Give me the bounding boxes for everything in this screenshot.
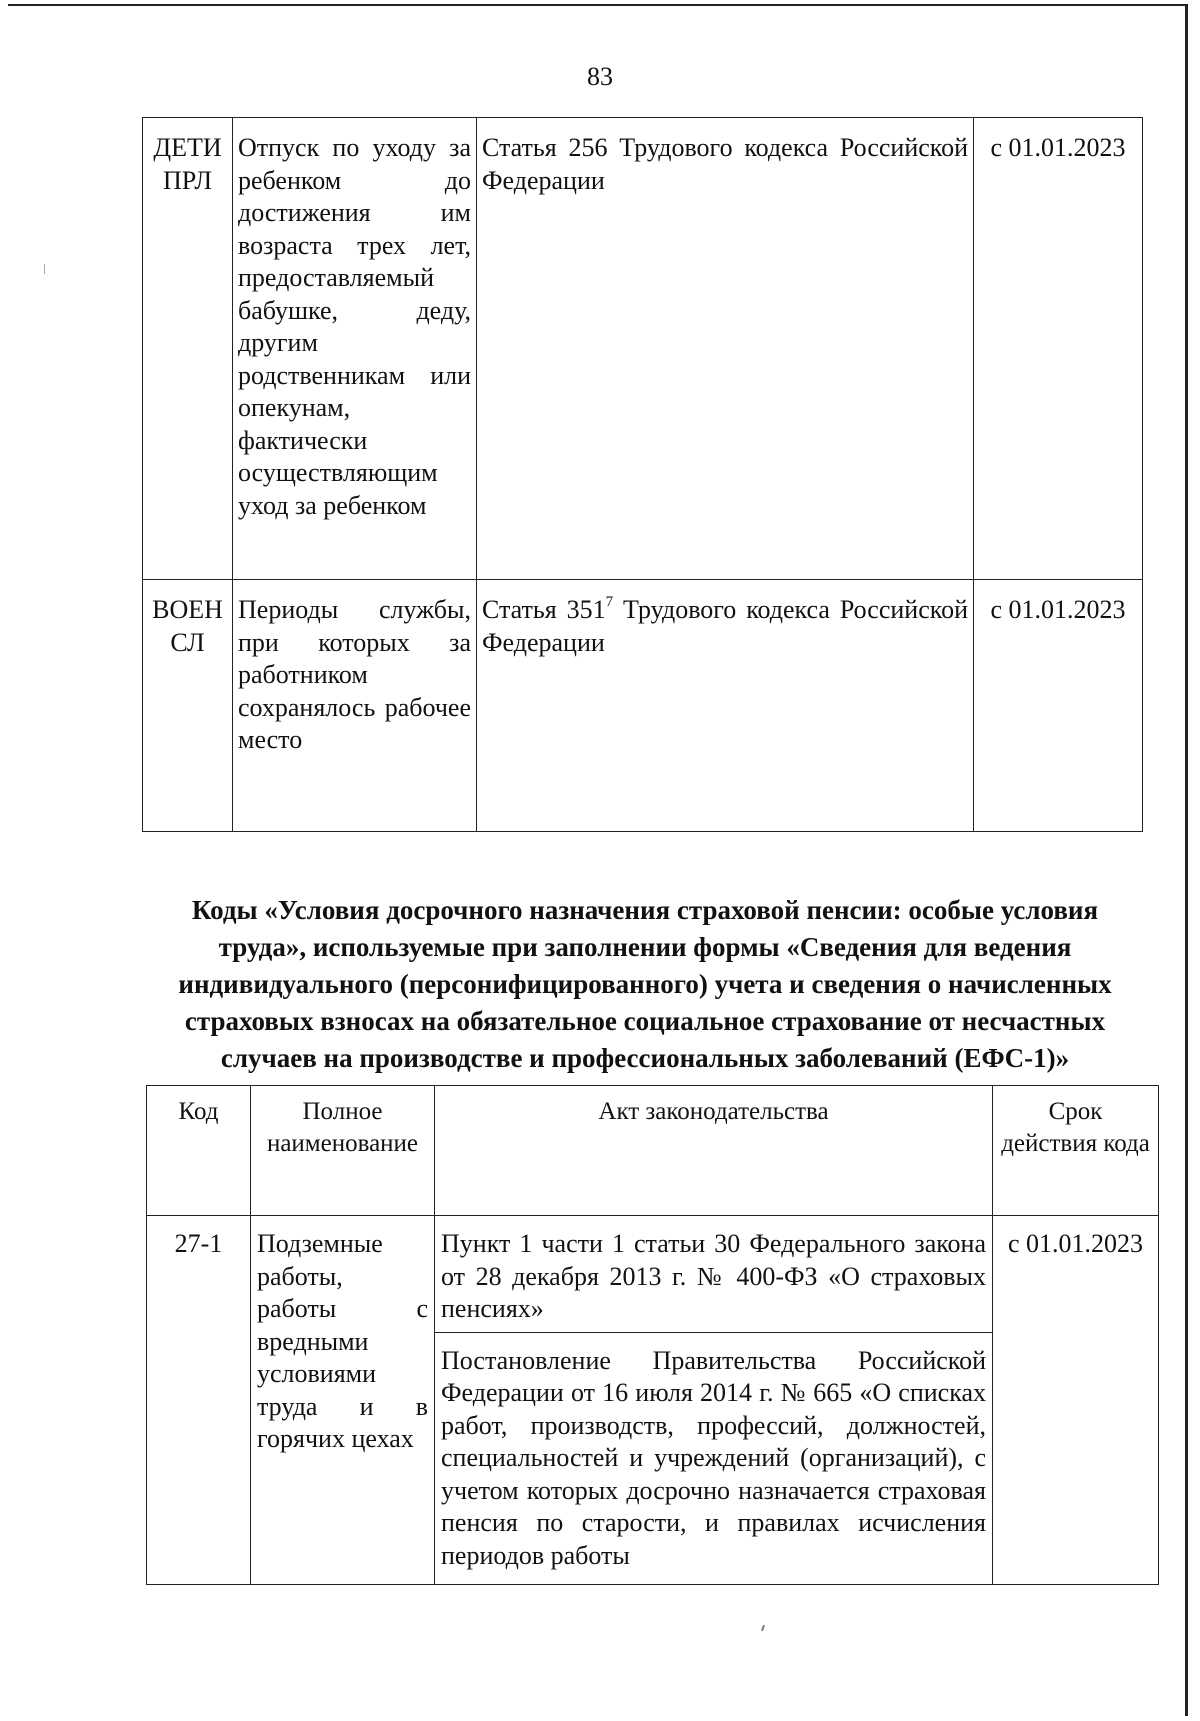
section-title: Коды «Условия досрочного назначения страховой пенсии: особые условия труда», используемые при заполнении формы «Сведения для ведения индивидуального (персонифицированного) учета и сведения о начисленных страховых взносах на обязательное социальное страхование от несчастных случаев на производстве и профессиональных заболеваний (ЕФС-1)»: [178, 895, 1112, 1073]
header-validity: Срок действия кода: [993, 1086, 1159, 1216]
act-cell: Постановление Правительства Российской Федерации от 16 июля 2014 г. № 665 «О списках работ, производств, профессий, должностей, специальностей и учреждений (организаций), с учетом которых досрочно назначается страховая пенсия по старости, и правилах исчисления периодов работы: [435, 1332, 993, 1584]
table-row: [143, 118, 1143, 580]
act-cell: Статья 256 Трудового кодекса Российской Федерации: [477, 118, 974, 580]
page-number: 83: [587, 62, 613, 91]
code-cell: [143, 580, 233, 832]
act-text: Трудового кодекса Российской Федерации: [482, 595, 968, 657]
code-line: СЛ: [170, 627, 205, 657]
codes-table: [146, 1085, 1159, 1585]
table-row: [147, 1216, 1159, 1333]
codes-table-continued: [142, 117, 1143, 832]
scan-speck: [44, 264, 45, 274]
code-cell: [143, 118, 233, 580]
table-row: [143, 580, 1143, 832]
act-text: Статья 351: [482, 595, 606, 624]
header-code: Код: [147, 1086, 251, 1216]
date-cell: с 01.01.2023: [974, 118, 1143, 580]
name-cell: Подземные работы, работы с вредными условиями труда и в горячих цехах: [251, 1216, 435, 1585]
code-line: ВОЕН: [152, 595, 223, 624]
code-line: ПРЛ: [163, 165, 212, 195]
header-name: Полное наименование: [251, 1086, 435, 1216]
date-cell: с 01.01.2023: [993, 1216, 1159, 1585]
code-line: ДЕТИ: [153, 133, 222, 162]
act-cell: [477, 580, 974, 832]
table-header-row: [147, 1086, 1159, 1216]
code-cell: 27-1: [147, 1216, 251, 1585]
date-cell: с 01.01.2023: [974, 580, 1143, 832]
act-cell: Пункт 1 части 1 статьи 30 Федерального закона от 28 декабря 2013 г. № 400-ФЗ «О страховых пенсиях»: [435, 1216, 993, 1333]
header-act: Акт законодательства: [435, 1086, 993, 1216]
name-cell: Отпуск по уходу за ребенком до достижения им возраста трех лет, предоставляемый бабушке, деду, другим родственникам или опекунам, фактически осуществляющим уход за ребенком: [233, 118, 477, 580]
name-cell: Периоды службы, при которых за работником сохранялось рабочее место: [233, 580, 477, 832]
act-superscript: 7: [605, 594, 614, 610]
